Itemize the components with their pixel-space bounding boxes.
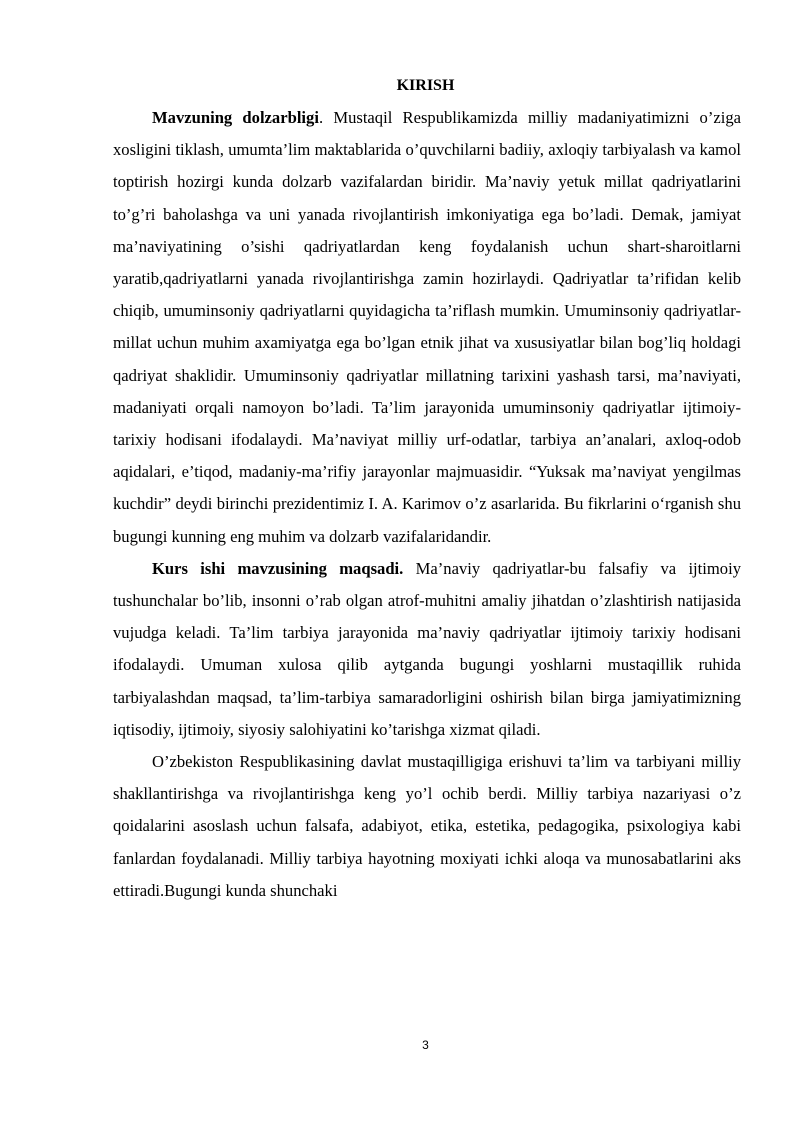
page-number: 3: [422, 1038, 429, 1052]
paragraph-independence: [113, 746, 741, 907]
paragraph-text: O’zbekiston Respublikasining davlat mustaqilligiga erishuvi ta’lim va tarbiyani milliy shakllantirishga va rivojlantirishga keng yo’l ochib berdi. Milliy tarbiya nazariyasi o’z qoidalarini asoslash uchun falsafa, adabiyot, etika, estetika, pedagogika, psixologiya kabi fanlardan foydalanadi. Milliy tarbiya hayotning moxiyati ichki aloqa va munosabatlarini aks ettiradi.Bugungi kunda shunchaki: [113, 752, 741, 900]
page-title: KIRISH: [396, 77, 455, 94]
paragraph-text: Ma’naviy qadriyatlar-bu falsafiy va ijtimoiy tushunchalar bo’lib, insonni o’rab olgan atrof-muhitni amaliy jihatdan o’zlashtirish natijasida vujudga keladi. Ta’lim tarbiya jarayonida ma’naviy qadriyatlar ijtimoiy tarixiy hodisani ifodalaydi. Umuman xulosa qilib aytganda bugungi yoshlarni mustaqillik ruhida tarbiyalashdan maqsad, ta’lim-tarbiya samaradorligini oshirish bilan birga jamiyatimizning iqtisodiy, ijtimoiy, siyosiy salohiyatini ko’tarishga xizmat qiladi.: [113, 558, 741, 739]
document-body: [113, 102, 741, 907]
paragraph-relevance: [113, 102, 741, 553]
paragraph-purpose: [113, 553, 741, 746]
paragraph-heading: Mavzuning dolzarbligi: [152, 108, 319, 127]
paragraph-text: . Mustaqil Respublikamizda milliy madaniyatimizni o’ziga xosligini tiklash, umumta’lim maktablarida o’quvchilarni badiiy, axloqiy tarbiyalash va kamol toptirish hozirgi kunda dolzarb vazifalardan biridir. Ma’naviy yetuk millat qadriyatlarini to’g’ri baholashga va uni yanada rivojlantirish imkoniyatiga ega bo’ladi. Demak, jamiyat ma’naviyatining o’sishi qadriyatlardan keng foydalanish uchun shart-sharoitlarni yaratib,qadriyatlarni yanada rivojlantirishga zamin hozirlaydi. Qadriyatlar ta’rifidan kelib chiqib, umuminsoniy qadriyatlarni quyidagicha ta’riflash mumkin. Umuminsoniy qadriyatlar-millat uchun muhim axamiyatga ega bo’lgan etnik jihat va xususiyatlar bilan bog’liq holdagi qadriyat shaklidir. Umuminsoniy qadriyatlar millatning tarixini yashash tarsi, ma’naviyati, madaniyati orqali namoyon bo’ladi. Ta’lim jarayonida umuminsoniy qadriyatlar ijtimoiy-tarixiy hodisani ifodalaydi. Ma’naviyat milliy urf-odatlar, tarbiya an’analari, axloq-odob aqidalari, e’tiqod, madaniy-ma’rifiy jarayonlar majmuasidir. “Yuksak ma’naviyat yengilmas kuchdir” deydi birinchi prezidentimiz I. A. Karimov o’z asarlarida. Bu fikrlarini o‘rganish shu bugungi kunning eng muhim va dolzarb vazifalaridandir.: [113, 108, 741, 546]
paragraph-heading: Kurs ishi mavzusining maqsadi.: [152, 558, 404, 578]
